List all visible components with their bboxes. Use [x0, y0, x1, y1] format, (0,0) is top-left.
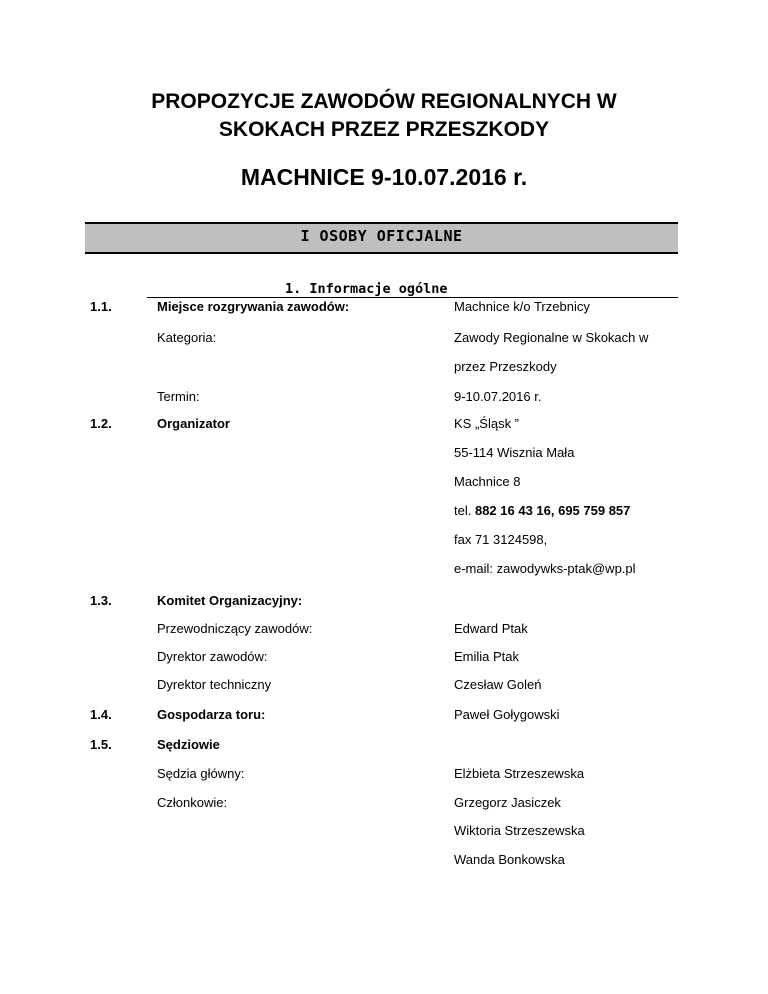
row-director — [0, 646, 768, 668]
item-value: 9-10.07.2016 r. — [454, 389, 542, 404]
item-value: 55-114 Wisznia Mała — [454, 445, 575, 460]
item-label: Sędzia główny: — [157, 766, 245, 781]
row-chief-judge — [0, 763, 768, 785]
row-organizer-address — [0, 442, 768, 464]
item-label: Sędziowie — [157, 737, 220, 752]
document-title-line2: SKOKACH PRZEZ PRZESZKODY — [218, 118, 550, 141]
section-title: I OSOBY OFICJALNE — [300, 227, 463, 245]
row-date — [0, 386, 768, 408]
item-value: fax 71 3124598, — [454, 532, 548, 547]
section-subtitle: 1. Informacje ogólne — [285, 281, 448, 297]
item-value: Wanda Bonkowska — [454, 852, 565, 867]
item-label: Przewodniczący zawodów: — [157, 621, 313, 636]
item-value: Wiktoria Strzeszewska — [454, 823, 585, 838]
document-title-line1: PROPOZYCJE ZAWODÓW REGIONALNYCH W — [151, 90, 617, 113]
row-members — [0, 792, 768, 814]
item-value: Machnice 8 — [454, 474, 521, 489]
event-title: MACHNICE 9-10.07.2016 r. — [240, 164, 528, 190]
row-member-2 — [0, 820, 768, 842]
item-number: 1.2. — [90, 416, 112, 431]
row-committee — [0, 590, 768, 612]
item-value: Emilia Ptak — [454, 649, 520, 664]
item-value — [454, 500, 630, 522]
row-course-designer — [0, 704, 768, 726]
item-value: przez Przeszkody — [454, 359, 557, 374]
row-member-3 — [0, 849, 768, 871]
row-organizer-fax — [0, 529, 768, 551]
item-value: Elżbieta Strzeszewska — [454, 766, 585, 781]
row-judges — [0, 734, 768, 756]
item-number: 1.4. — [90, 707, 112, 722]
row-organizer-email — [0, 558, 768, 580]
item-number: 1.1. — [90, 299, 112, 314]
item-label: Dyrektor techniczny — [157, 677, 272, 692]
phone-prefix: tel. — [454, 503, 475, 518]
phone-numbers: 882 16 43 16, 695 759 857 — [474, 503, 631, 518]
item-label: Miejsce rozgrywania zawodów: — [157, 299, 350, 314]
item-number: 1.3. — [90, 593, 112, 608]
row-venue — [0, 296, 768, 318]
item-value: Czesław Goleń — [454, 677, 542, 692]
item-value: Grzegorz Jasiczek — [454, 795, 561, 810]
item-label: Gospodarza toru: — [157, 707, 266, 722]
item-label: Dyrektor zawodów: — [157, 649, 268, 664]
row-technical-director — [0, 674, 768, 696]
item-label: Komitet Organizacyjny: — [157, 593, 303, 608]
item-label: Termin: — [157, 389, 200, 404]
item-value: Edward Ptak — [454, 621, 528, 636]
row-chairman — [0, 618, 768, 640]
item-value: KS „Śląsk ” — [454, 416, 520, 431]
item-label: Członkowie: — [157, 795, 228, 810]
row-organizer-phone — [0, 500, 768, 522]
row-organizer — [0, 413, 768, 435]
row-category-cont — [0, 356, 768, 378]
item-value: e-mail: zawodywks-ptak@wp.pl — [454, 561, 636, 576]
item-value: Zawody Regionalne w Skokach w — [454, 330, 649, 345]
item-number: 1.5. — [90, 737, 112, 752]
row-organizer-street — [0, 471, 768, 493]
item-value: Paweł Gołygowski — [454, 707, 560, 722]
item-value: Machnice k/o Trzebnicy — [454, 299, 590, 314]
row-category — [0, 327, 768, 349]
section-header-band — [85, 222, 678, 254]
item-label: Organizator — [157, 416, 230, 431]
item-label: Kategoria: — [157, 330, 217, 345]
